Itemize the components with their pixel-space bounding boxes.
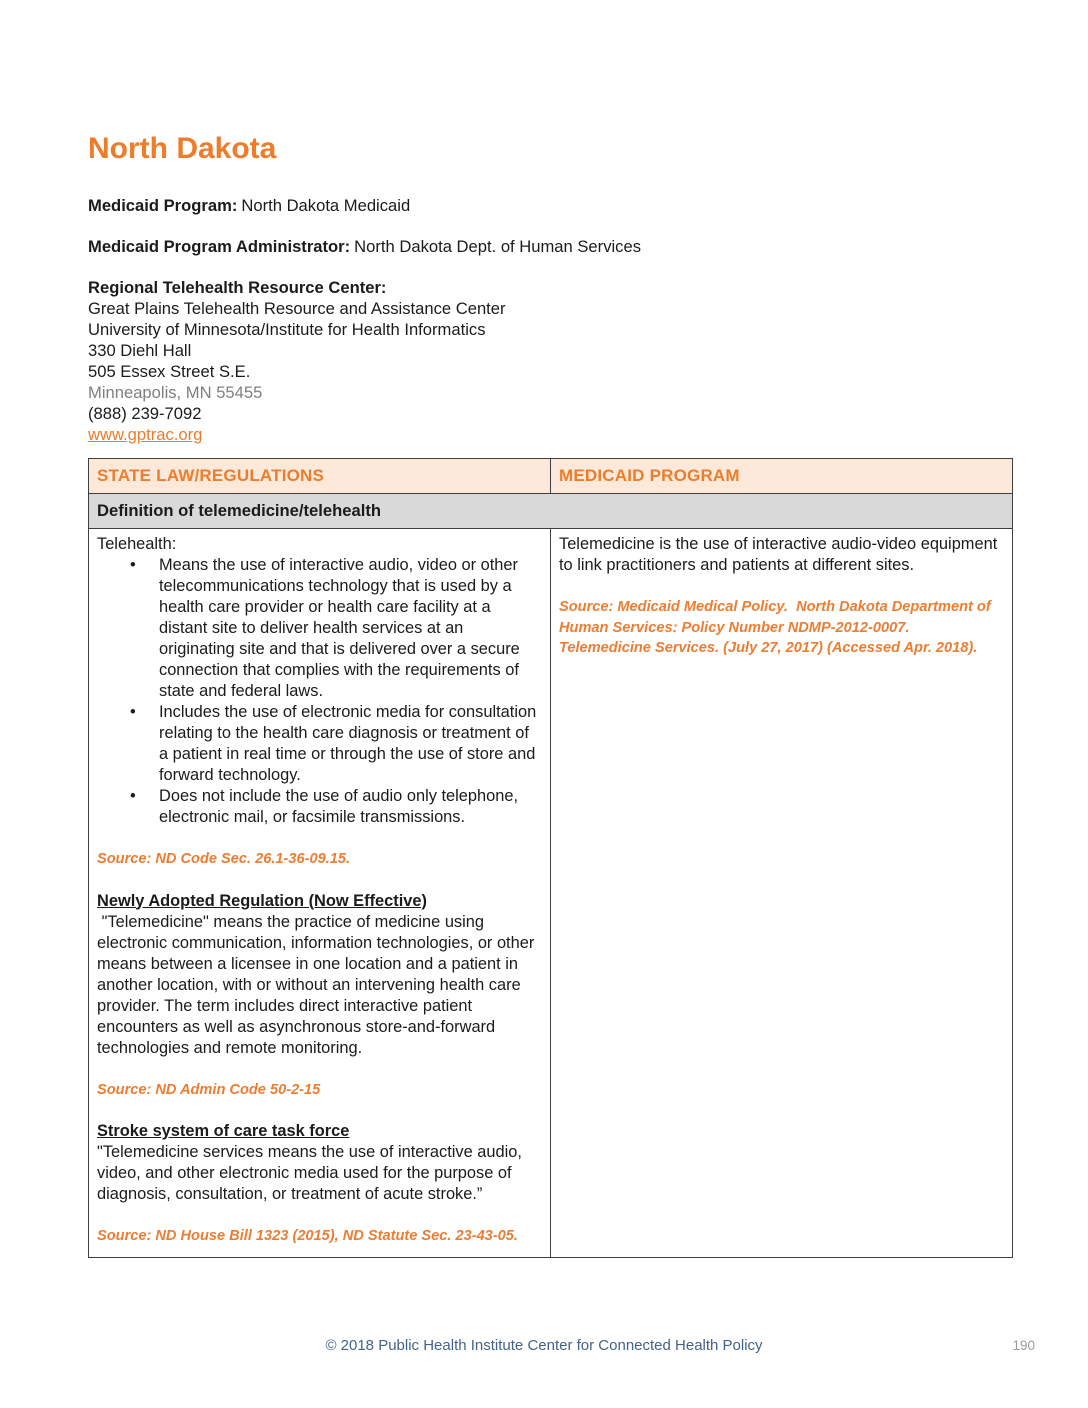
column-header-state-law: STATE LAW/REGULATIONS [89, 459, 551, 494]
content-row [89, 529, 1013, 1258]
source-citation-1: Source: ND Code Sec. 26.1-36-09.15. [97, 851, 351, 867]
telehealth-bullet-item: • Means the use of interactive audio, video or other telecommunications technology that is used by a health care provider or health care facility at a distant site to deliver health services at an originating site and that is delivered over a secure connection that complies with the requirements of state and federal laws. [97, 555, 542, 702]
page-title: North Dakota [88, 132, 277, 165]
address-line: Great Plains Telehealth Resource and Assistance Center [88, 299, 506, 318]
medicaid-program-value: North Dakota Medicaid [241, 196, 411, 215]
rtrc-website-link[interactable]: www.gptrac.org [88, 425, 203, 444]
medicaid-program-label: Medicaid Program: [88, 196, 238, 215]
column-header-medicaid-program: MEDICAID PROGRAM [551, 459, 1013, 494]
footer-copyright: © 2018 Public Health Institute Center for Connected Health Policy [325, 1337, 763, 1354]
medicaid-program-cell [551, 529, 1013, 1258]
state-law-cell [89, 529, 551, 1258]
telehealth-intro: Telehealth: [97, 535, 177, 553]
medicaid-admin-line [88, 236, 1031, 257]
stroke-task-force-text: "Telemedicine services means the use of interactive audio, video, and other electronic media used for the purpose of diagnosis, consultation, or treatment of acute stroke.” [97, 1143, 527, 1203]
telehealth-bullet-list [97, 555, 542, 828]
address-phone-line: (888) 239-7092 [88, 404, 202, 423]
address-line: 505 Essex Street S.E. [88, 362, 251, 381]
medicaid-definition-text: Telemedicine is the use of interactive audio-video equipment to link practitioners and patients at different sites. [559, 535, 1002, 574]
address-line: 330 Diehl Hall [88, 341, 192, 360]
section-row [89, 494, 1013, 529]
medicaid-source-citation: Source: Medicaid Medical Policy. North Dakota Department of Human Services: Policy Number NDMP-2012-0007. Telemedicine Services. (July 27, 2017) (Accessed Apr. 2018). [559, 599, 995, 656]
address-city-line: Minneapolis, MN 55455 [88, 383, 263, 402]
section-title: Definition of telemedicine/telehealth [89, 494, 1013, 529]
medicaid-program-line [88, 195, 1031, 216]
newly-adopted-regulation-text: "Telemedicine" means the practice of medicine using electronic communication, information technologies, or other means between a licensee in one location and a patient in another location, with or without an intervening health care provider. The term includes direct interactive patient encounters as well as asynchronous store-and-forward technologies and remote monitoring. [97, 912, 539, 1057]
source-citation-3: Source: ND House Bill 1323 (2015), ND Statute Sec. 23-43-05. [97, 1228, 518, 1244]
address-line: University of Minnesota/Institute for Health Informatics [88, 320, 486, 339]
table-header-row [89, 459, 1013, 494]
page-number: 190 [1012, 1338, 1035, 1353]
medicaid-admin-label: Medicaid Program Administrator: [88, 237, 351, 256]
telehealth-bullet-item: • Does not include the use of audio only telephone, electronic mail, or facsimile transmissions. [97, 786, 542, 828]
rtrc-heading: Regional Telehealth Resource Center: [88, 278, 387, 297]
policy-table [88, 458, 1013, 1258]
newly-adopted-regulation-heading: Newly Adopted Regulation (Now Effective) [97, 891, 427, 910]
stroke-task-force-heading: Stroke system of care task force [97, 1122, 350, 1140]
medicaid-admin-value: North Dakota Dept. of Human Services [354, 237, 641, 256]
rtrc-address-block [88, 298, 1031, 445]
telehealth-bullet-item: • Includes the use of electronic media for consultation relating to the health care diagnosis or treatment of a patient in real time or through the use of store and forward technology. [97, 702, 542, 786]
source-citation-2: Source: ND Admin Code 50-2-15 [97, 1081, 321, 1098]
